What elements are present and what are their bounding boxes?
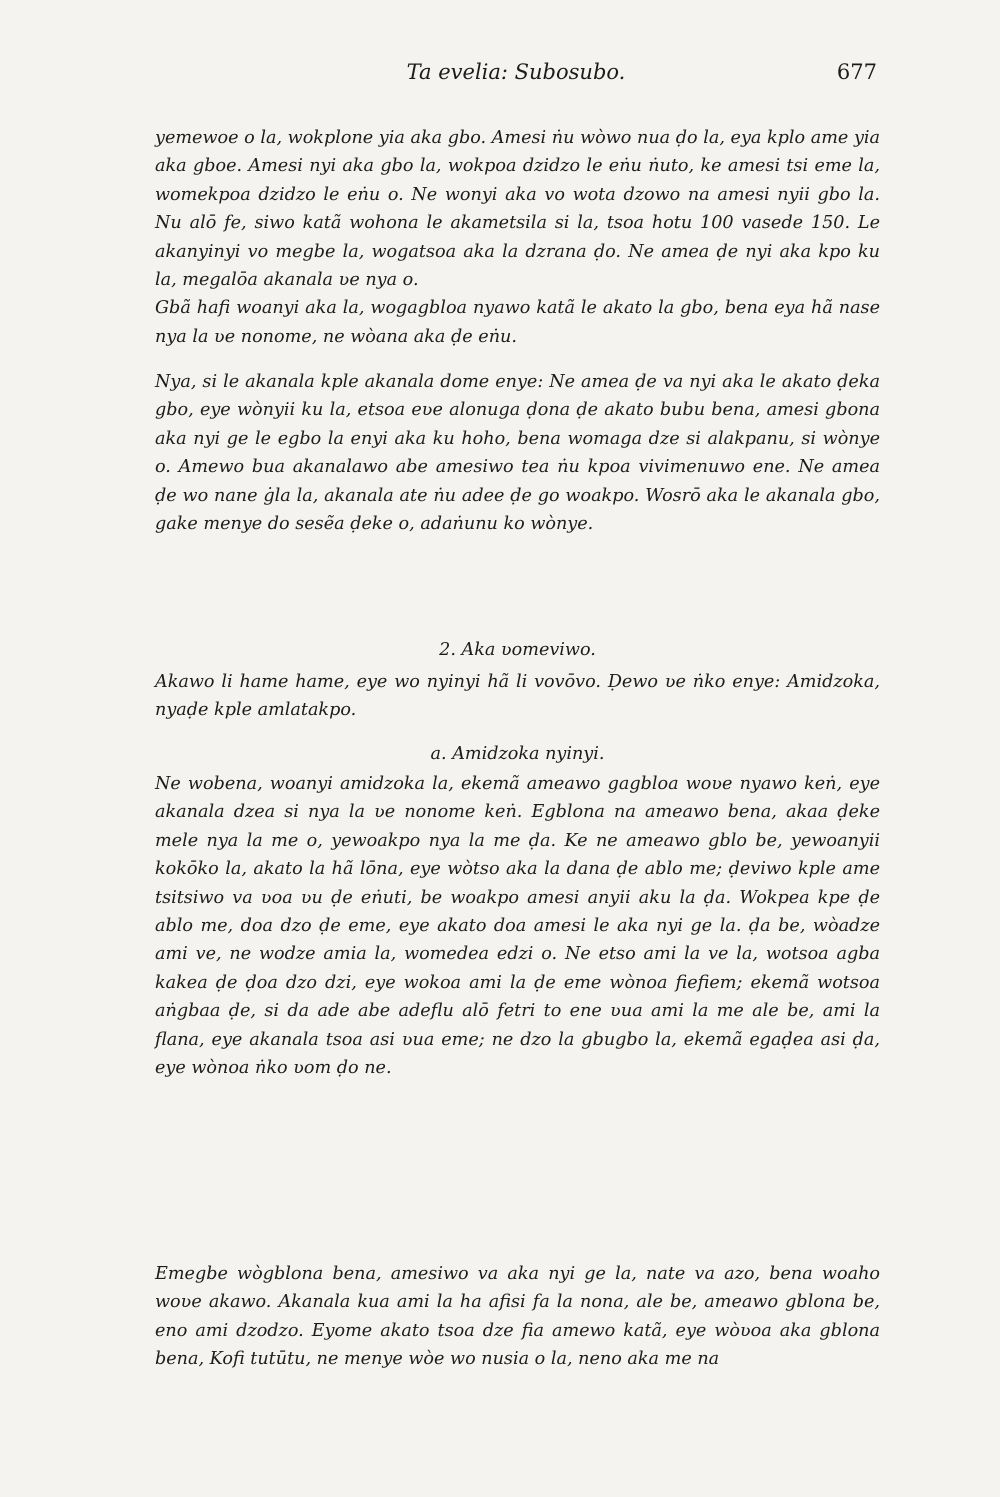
section-body bbox=[155, 770, 880, 1082]
paragraph: Gbã hafi woanyi aka la, wogagbloa nyawo katã le akato la gbo, bena eya hã nase nya la ʋe nonome, ne wòana aka ḍe eṅu. bbox=[155, 298, 880, 347]
paragraph: Emegbe wògblona bena, amesiwo va aka nyi ge la, nate va azo, bena woaho woʋe akawo. Akanala kua ami la ha afisi fa la nona, ale be, ameawo gblona be, eno ami dzodzo. Eyome akato tsoa dze fia amewo katã, eye wòʋoa aka gblona bena, Kofi tutūtu, ne menye wòe wo nusia o la, neno aka me na bbox=[155, 1264, 880, 1370]
text-block-top bbox=[155, 124, 880, 351]
paragraph: Akawo li hame hame, eye wo nyinyi hã li vovōvo. Ḍewo ʋe ṅko enye: Amidzoka, nyaḍe kple amlatakpo. bbox=[155, 672, 880, 721]
section-intro bbox=[155, 668, 880, 725]
section-heading: 2. Aka ʋomeviwo. bbox=[439, 640, 596, 660]
paragraph: Ne wobena, woanyi amidzoka la, ekemã ameawo gagbloa woʋe nyawo keṅ, eye akanala dzea si nya la ʋe nonome keṅ. Egblona na ameawo bena, akaa ḍeke mele nya la me o, yewoakpo nya la me ḍa. Ke ne ameawo gblo be, yewoanyii kokōko la, akato la hã lōna, eye wòtso aka la dana ḍe ablo me; ḍeviwo kple ame tsitsiwo va ʋoa ʋu ḍe eṅuti, be woakpo amesi anyii aku la ḍa. Wokpea kpe ḍe ablo me, doa dzo ḍe eme, eye akato doa amesi le aka nyi ge la. ḍa be, wòadze ami ve, ne wodze amia la, womedea edzi o. Ne etso ami la ve la, wotsoa agba kakea ḍe ḍoa dzo dzi, eye wokoa ami la ḍe eme wònoa fiefiem; ekemã wotsoa aṅgbaa ḍe, si da ade abe adeflu alō fetri to ene ʋua ami la me ale be, ami la flana, eye akanala tsoa asi ʋua eme; ne dzo la gbugbo la, ekemã egaḍea asi ḍa, eye wònoa ṅko ʋom ḍo ne. bbox=[155, 774, 880, 1079]
text-block-bottom bbox=[155, 1260, 880, 1374]
subsection-heading: a. Amidzoka nyinyi. bbox=[430, 744, 605, 764]
running-header bbox=[155, 60, 877, 94]
text-block-middle bbox=[155, 368, 880, 538]
page-number: 677 bbox=[836, 60, 877, 84]
paragraph: Nya, si le akanala kple akanala dome enye: Ne amea ḍe va nyi aka le akato ḍeka gbo, eye wònyii ku la, etsoa eʋe alonuga ḍona ḍe akato bubu bena, amesi gbona aka nyi ge le egbo la enyi aka ku hoho, bena womaga dze si alakpanu, si wònye o. Amewo bua akanalawo abe amesiwo tea ṅu kpoa vivimenuwo ene. Ne amea ḍe wo nane ġla la, akanala ate ṅu adee ḍe go woakpo. Wosrō aka le akanala gbo, gake menye do sesẽa ḍeke o, adaṅunu ko wònye. bbox=[155, 372, 880, 535]
paragraph: yemewoe o la, wokplone yia aka gbo. Amesi ṅu wòwo nua ḍo la, eya kplo ame yia aka gboe. Amesi nyi aka gbo la, wokpoa dzidzo le eṅu ṅuto, ke amesi tsi eme la, womekpoa dzidzo le eṅu o. Ne wonyi aka vo wota dzowo na amesi nyii gbo la. Nu alō fe, siwo katã wohona le akametsila si la, tsoa hotu 100 vasede 150. Le akanyinyi vo megbe la, wogatsoa aka la dzrana ḍo. Ne amea ḍe nyi aka kpo ku la, megalōa akanala ʋe nya o. bbox=[155, 128, 880, 291]
header-title: Ta evelia: Subosubo. bbox=[406, 60, 626, 84]
